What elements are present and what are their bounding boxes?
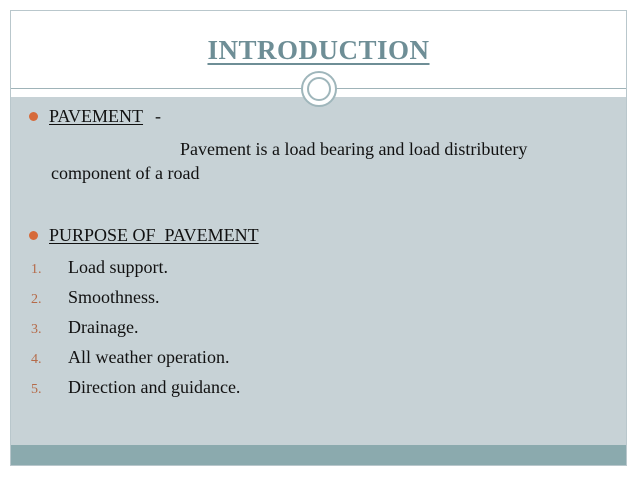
list-text: Smoothness. bbox=[68, 287, 160, 307]
circle-ornament-inner bbox=[307, 77, 331, 101]
list-text: Direction and guidance. bbox=[68, 377, 241, 397]
list-text: All weather operation. bbox=[68, 347, 230, 367]
slide-frame bbox=[10, 10, 627, 466]
purpose-heading: PURPOSE OF PAVEMENT bbox=[49, 225, 259, 245]
circle-ornament-icon bbox=[301, 71, 337, 107]
list-text: Load support. bbox=[68, 257, 168, 277]
list-number: 3. bbox=[31, 322, 42, 337]
list-text: Drainage. bbox=[68, 317, 139, 337]
list-number: 1. bbox=[31, 262, 42, 277]
bottom-band bbox=[11, 445, 626, 466]
list-number: 4. bbox=[31, 352, 42, 367]
slide-title: INTRODUCTION bbox=[207, 35, 430, 65]
bullet-icon bbox=[29, 231, 38, 240]
list-number: 5. bbox=[31, 382, 42, 397]
pavement-definition-line2: component of a road bbox=[51, 163, 200, 183]
list-number: 2. bbox=[31, 292, 42, 307]
pavement-definition-line1: Pavement is a load bearing and load distributery bbox=[180, 139, 528, 159]
bullet-icon bbox=[29, 112, 38, 121]
pavement-heading: PAVEMENT bbox=[49, 106, 144, 126]
pavement-heading-suffix: - bbox=[155, 106, 161, 126]
